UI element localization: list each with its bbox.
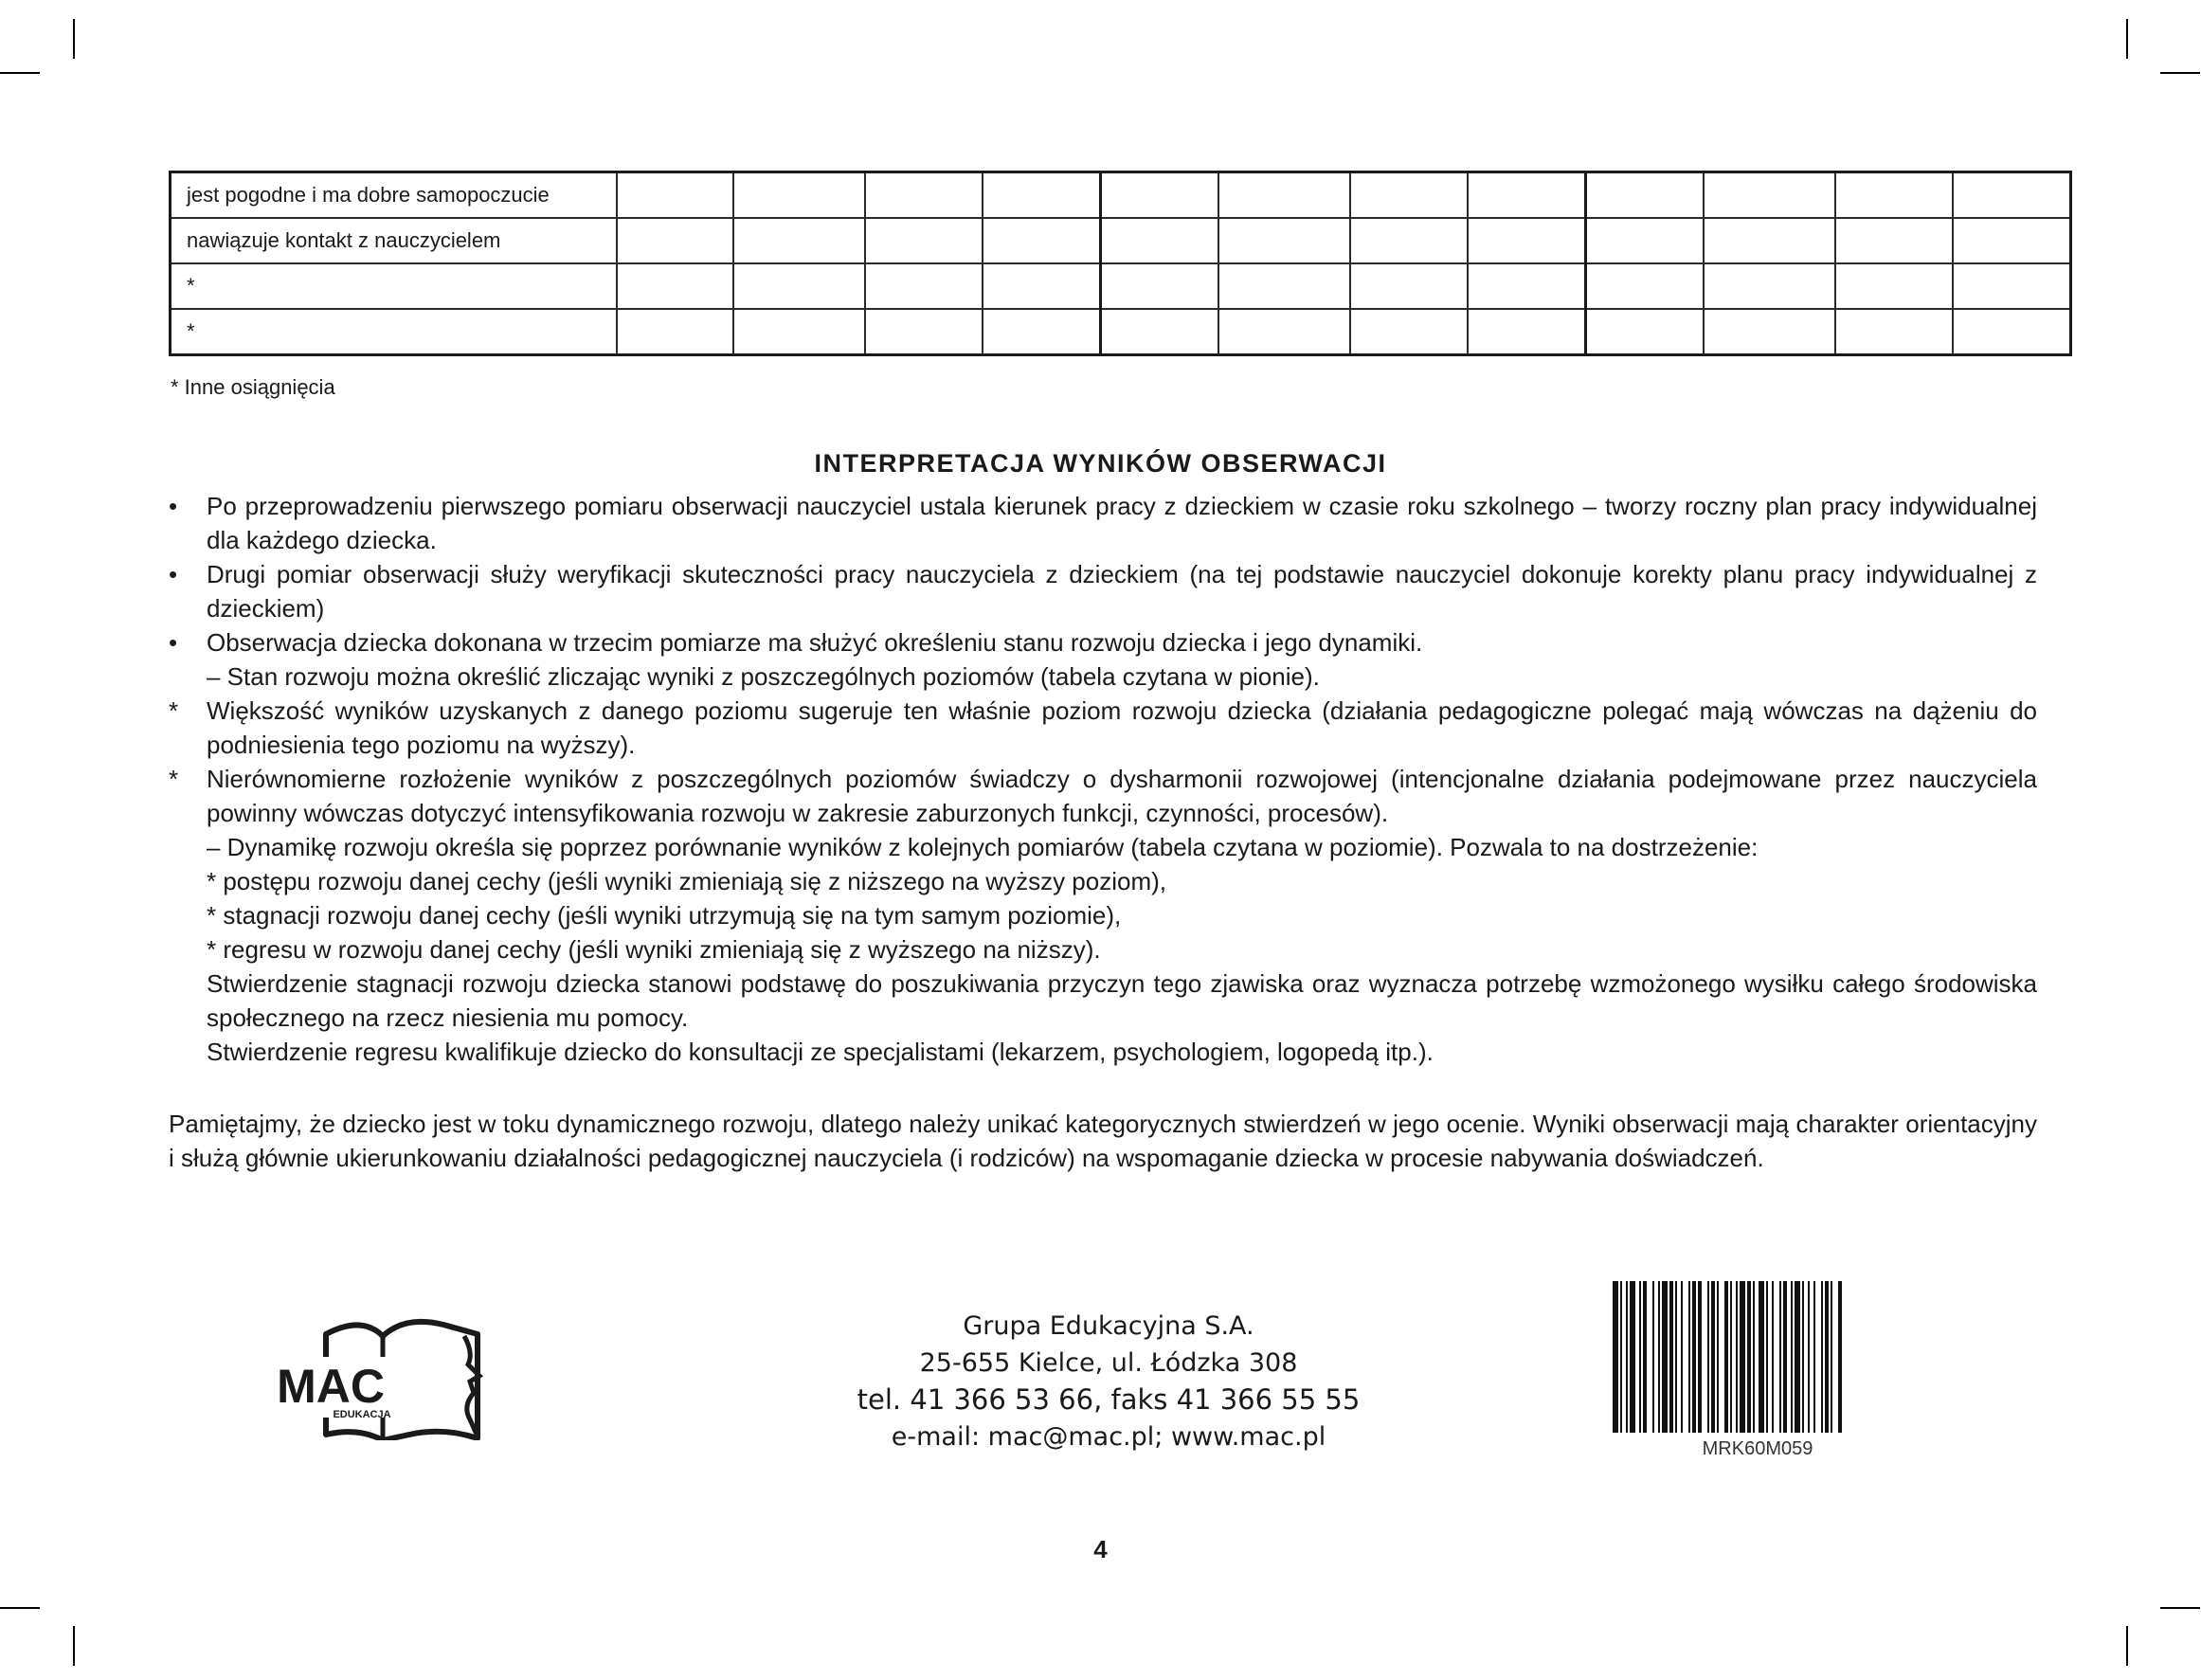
barcode-bar (1724, 1281, 1728, 1433)
table-cell[interactable] (1586, 309, 1705, 355)
table-cell[interactable] (1218, 263, 1350, 309)
table-row (171, 309, 2071, 355)
barcode-bar (1802, 1281, 1804, 1433)
asterisk-marker: * (169, 765, 179, 793)
table-cell[interactable] (617, 309, 733, 355)
bullet-marker: • (169, 492, 178, 520)
barcode-bar (1825, 1281, 1829, 1433)
table-cell[interactable] (1101, 218, 1219, 263)
mac-logo (267, 1308, 499, 1440)
barcode-bar (1808, 1281, 1810, 1433)
row-label: * (171, 263, 618, 309)
barcode-bar (1766, 1281, 1768, 1433)
table-cell[interactable] (1835, 218, 1953, 263)
barcode-bar (1688, 1281, 1690, 1433)
table-cell[interactable] (1468, 309, 1586, 355)
item-text: Większość wyników uzyskanych z danego poziomu sugeruje ten właśnie poziom rozwoju dziecka (działania pedagogiczne polegać mają wówczas na dążeniu do podniesienia tego poziomu na wyższy). (207, 696, 2037, 759)
logo-name: MAC (277, 1360, 385, 1413)
barcode-bar (1643, 1281, 1647, 1433)
table-cell[interactable] (1953, 309, 2071, 355)
item-text: Po przeprowadzeniu pierwszego pomiaru obserwacji nauczyciel ustala kierunek pracy z dzieckiem w czasie roku szkolnego – tworzy roczny plan pracy indywidualnej dla każdego dziecka. (207, 492, 2037, 554)
barcode-bar (1626, 1281, 1628, 1433)
barcode-bar (1630, 1281, 1635, 1433)
barcode-bar (1772, 1281, 1774, 1433)
barcode-bar (1692, 1281, 1696, 1433)
barcode-bar (1675, 1281, 1677, 1433)
table-cell[interactable] (1586, 172, 1705, 219)
barcode-bar (1783, 1281, 1787, 1433)
crop-mark (2160, 72, 2200, 74)
table-cell[interactable] (983, 172, 1101, 219)
table-cell[interactable] (1101, 172, 1219, 219)
barcode-bar (1838, 1281, 1842, 1433)
regression-note: Stwierdzenie regresu kwalifikuje dziecko do konsultacji ze specjalistami (lekarzem, psychologiem, logopedą itp.). (207, 1038, 1434, 1066)
logo-subtitle: EDUKACJA (333, 1409, 391, 1420)
table-cell[interactable] (865, 218, 983, 263)
table-cell[interactable] (617, 172, 733, 219)
barcode-bar (1779, 1281, 1781, 1433)
crop-mark (2160, 1607, 2200, 1609)
list-item (169, 625, 2037, 694)
table-cell[interactable] (1704, 218, 1835, 263)
barcode-bar (1791, 1281, 1793, 1433)
table-cell[interactable] (1101, 309, 1219, 355)
table-cell[interactable] (1468, 172, 1586, 219)
interpretation-body (169, 489, 2037, 1069)
table-cell[interactable] (1835, 172, 1953, 219)
barcode-bar (1698, 1281, 1702, 1433)
barcode-bar (1662, 1281, 1668, 1433)
barcode-bar (1711, 1281, 1715, 1433)
publisher-address: 25-655 Kielce, ul. Łódzka 308 (919, 1348, 1298, 1378)
barcode-bar (1717, 1281, 1719, 1433)
table-cell[interactable] (865, 263, 983, 309)
item-text: Nierównomierne rozłożenie wyników z poszczególnych poziomów świadczy o dysharmonii rozwojowej (intencjonalne działania podejmowane przez nauczyciela powinny wówczas dotyczyć intensyfikowania rozwoju w zakresie zaburzonych funkcji, czynności, procesów). (207, 765, 2037, 827)
table-cell[interactable] (1218, 218, 1350, 263)
list-item (169, 557, 2037, 625)
row-label: jest pogodne i ma dobre samopoczucie (171, 172, 618, 219)
page-number: 4 (1093, 1535, 1108, 1563)
table-row (171, 263, 2071, 309)
table-cell[interactable] (1835, 263, 1953, 309)
table-footnote: * Inne osiągnięcia (171, 375, 335, 399)
table-cell[interactable] (1704, 172, 1835, 219)
table-cell[interactable] (1953, 218, 2071, 263)
table-cell[interactable] (733, 172, 865, 219)
barcode-code: MRK60M059 (1702, 1438, 1813, 1459)
item-subtext: – Stan rozwoju można określić zliczając wyniki z poszczególnych poziomów (tabela czytana w pionie). (207, 662, 1320, 691)
table-cell[interactable] (1704, 263, 1835, 309)
table-cell[interactable] (1350, 309, 1468, 355)
table-cell[interactable] (1218, 309, 1350, 355)
row-label: nawiązuje kontakt z nauczycielem (171, 218, 618, 263)
item-text: Drugi pomiar obserwacji służy weryfikacji skuteczności pracy nauczyciela z dzieckiem (na tej podstawie nauczyciel dokonuje korekty planu pracy indywidualnej z dzieckiem) (207, 560, 2037, 623)
asterisk-marker: * (169, 696, 179, 725)
publisher-info (777, 1308, 1440, 1455)
table-cell[interactable] (1350, 263, 1468, 309)
barcode-bar (1813, 1281, 1815, 1433)
observation-table (169, 171, 2072, 356)
table-cell[interactable] (1468, 263, 1586, 309)
dynamics-point: * stagnacji rozwoju danej cechy (jeśli wyniki utrzymują się na tym samym poziomie), (207, 901, 1122, 930)
table-cell[interactable] (733, 218, 865, 263)
table-cell[interactable] (983, 263, 1101, 309)
table-cell[interactable] (1218, 172, 1350, 219)
table-row (171, 172, 2071, 219)
barcode-bar (1736, 1281, 1738, 1433)
table-cell[interactable] (983, 309, 1101, 355)
table-cell[interactable] (1704, 309, 1835, 355)
barcode-bar (1669, 1281, 1673, 1433)
list-item (169, 762, 2037, 830)
crop-mark (73, 1626, 75, 1666)
publisher-phone: tel. 41 366 53 66, faks 41 366 55 55 (857, 1383, 1361, 1416)
barcode-bar (1740, 1281, 1745, 1433)
table-cell[interactable] (1953, 263, 2071, 309)
barcode-bar (1753, 1281, 1755, 1433)
list-item (169, 489, 2037, 557)
section-title: INTERPRETACJA WYNIKÓW OBSERWACJI (814, 449, 1387, 478)
table-cell[interactable] (617, 263, 733, 309)
crop-mark (0, 72, 40, 74)
barcode-bar (1652, 1281, 1654, 1433)
table-cell[interactable] (1953, 172, 2071, 219)
barcode-bar (1831, 1281, 1832, 1433)
barcode-bar (1639, 1281, 1641, 1433)
table-row (171, 218, 2071, 263)
barcode-bar (1620, 1281, 1622, 1433)
table-cell[interactable] (617, 218, 733, 263)
table-cell[interactable] (865, 172, 983, 219)
crop-mark (0, 1607, 40, 1609)
table-cell[interactable] (733, 309, 865, 355)
bullet-marker: • (169, 560, 178, 588)
list-item (169, 694, 2037, 762)
barcode (1611, 1281, 1904, 1433)
table-cell[interactable] (733, 263, 865, 309)
table-cell[interactable] (1350, 218, 1468, 263)
row-label: * (171, 309, 618, 355)
barcode-bar (1821, 1281, 1823, 1433)
table-cell[interactable] (1468, 218, 1586, 263)
item-text: Obserwacja dziecka dokonana w trzecim pomiarze ma służyć określeniu stanu rozwoju dziecka i jego dynamiki. (207, 628, 1423, 657)
crop-mark (2126, 19, 2128, 59)
stagnation-note: Stwierdzenie stagnacji rozwoju dziecka stanowi podstawę do poszukiwania przyczyn tego zjawiska oraz wyznacza potrzebę wzmożonego wysiłku całego środowiska społecznego na rzecz niesienia mu pomocy. (207, 969, 2037, 1032)
crop-mark (73, 19, 75, 59)
publisher-contact: e-mail: mac@mac.pl; www.mac.pl (891, 1422, 1326, 1452)
table-cell[interactable] (865, 309, 983, 355)
publisher-name: Grupa Edukacyjna S.A. (963, 1311, 1254, 1341)
barcode-bar (1759, 1281, 1764, 1433)
barcode-bar (1730, 1281, 1732, 1433)
table-cell[interactable] (1101, 263, 1219, 309)
dynamics-point: * postępu rozwoju danej cechy (jeśli wyniki zmieniają się z niższego na wyższy poziom), (207, 867, 1166, 895)
table-cell[interactable] (1350, 172, 1468, 219)
barcode-bar (1707, 1281, 1709, 1433)
barcode-bar (1658, 1281, 1660, 1433)
table-cell[interactable] (1586, 218, 1705, 263)
barcode-bar (1747, 1281, 1751, 1433)
closing-paragraph: Pamiętajmy, że dziecko jest w toku dynamicznego rozwoju, dlatego należy unikać kategorycznych stwierdzeń w jego ocenie. Wyniki obserwacji mają charakter orientacyjny i służą głównie ukierunkowaniu działalności pedagogicznej nauczyciela (i rodziców) na wspomaganie dziecka w procesie nabywania doświadczeń. (169, 1110, 2037, 1172)
bullet-marker: • (169, 628, 178, 657)
dynamics-intro: – Dynamikę rozwoju określa się poprzez porównanie wyników z kolejnych pomiarów (tabela czytana w poziomie). Pozwala to na dostrzeżenie: (207, 833, 1759, 861)
dynamics-point: * regresu w rozwoju danej cechy (jeśli wyniki zmieniają się z wyższego na niższy). (207, 935, 1101, 964)
table-cell[interactable] (1586, 263, 1705, 309)
table-cell[interactable] (1835, 309, 1953, 355)
barcode-bar (1681, 1281, 1683, 1433)
table-cell[interactable] (983, 218, 1101, 263)
barcode-bar (1795, 1281, 1800, 1433)
crop-mark (2126, 1626, 2128, 1666)
barcode-bar (1613, 1281, 1618, 1433)
